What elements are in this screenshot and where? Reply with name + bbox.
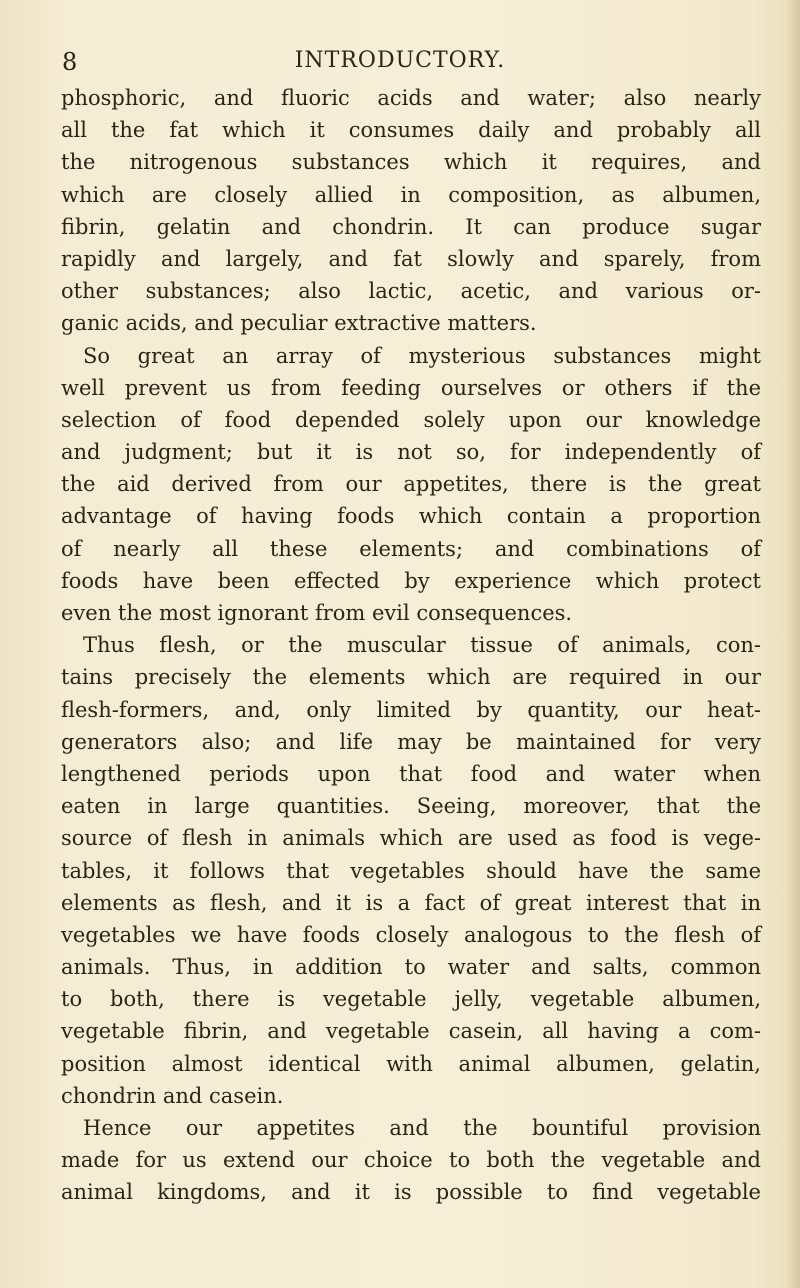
text-line: animals. Thus, in addition to water and salts, common: [61, 955, 761, 980]
running-head: [30, 48, 770, 82]
text-line: tains precisely the elements which are required in our: [61, 665, 761, 690]
text-line: phosphoric, and fluoric acids and water; also nearly: [61, 86, 761, 110]
text-line: generators also; and life may be maintained for very: [61, 729, 761, 754]
paragraph-start-line: Hence our appetites and the bountiful provision: [83, 1116, 761, 1140]
text-line: tables, it follows that vegetables should have the same: [61, 858, 761, 883]
page-number: 8: [62, 48, 78, 76]
text-line: elements as flesh, and it is a fact of great interest that in: [61, 890, 761, 915]
text-line: of nearly all these elements; and combinations of: [61, 536, 761, 561]
text-line: even the most ignorant from evil consequences.: [61, 601, 573, 625]
text-line: all the fat which it consumes daily and probably all: [61, 118, 761, 143]
text-line: source of flesh in animals which are used as food is vege-: [61, 826, 761, 851]
text-line: other substances; also lactic, acetic, and various or-: [61, 279, 761, 304]
text-line: flesh-formers, and, only limited by quantity, our heat-: [61, 697, 761, 722]
text-line: lengthened periods upon that food and water when: [61, 761, 761, 786]
body-text: [61, 82, 761, 1209]
paragraph-start-line: So great an array of mysterious substances might: [83, 343, 761, 368]
running-title: INTRODUCTORY.: [294, 48, 506, 73]
text-line: the nitrogenous substances which it requires, and: [61, 150, 761, 175]
text-line: selection of food depended solely upon our knowledge: [61, 407, 761, 432]
text-line: position almost identical with animal albumen, gelatin,: [61, 1051, 761, 1076]
text-line: animal kingdoms, and it is possible to find vegetable: [61, 1180, 761, 1205]
text-line: vegetables we have foods closely analogous to the flesh of: [61, 922, 761, 947]
paragraph-start-line: Thus flesh, or the muscular tissue of animals, con-: [83, 633, 761, 658]
text-line: and judgment; but it is not so, for independently of: [61, 440, 761, 465]
text-line: the aid derived from our appetites, there is the great: [61, 472, 761, 497]
text-line: ganic acids, and peculiar extractive matters.: [61, 311, 537, 336]
text-line: which are closely allied in composition, as albumen,: [61, 182, 761, 207]
text-line: vegetable fibrin, and vegetable casein, all having a com-: [61, 1019, 761, 1044]
text-line: fibrin, gelatin and chondrin. It can produce sugar: [61, 214, 761, 239]
page-edge-shadow: [786, 0, 800, 1288]
text-line: to both, there is vegetable jelly, vegetable albumen,: [61, 987, 761, 1012]
text-line: eaten in large quantities. Seeing, moreover, that the: [61, 794, 761, 819]
text-line: well prevent us from feeding ourselves or others if the: [61, 375, 761, 400]
text-line: made for us extend our choice to both the vegetable and: [61, 1148, 761, 1173]
text-line: chondrin and casein.: [61, 1083, 284, 1108]
text-line: foods have been effected by experience which protect: [61, 568, 761, 593]
text-line: advantage of having foods which contain a proportion: [61, 504, 761, 529]
text-line: rapidly and largely, and fat slowly and sparely, from: [61, 246, 761, 271]
